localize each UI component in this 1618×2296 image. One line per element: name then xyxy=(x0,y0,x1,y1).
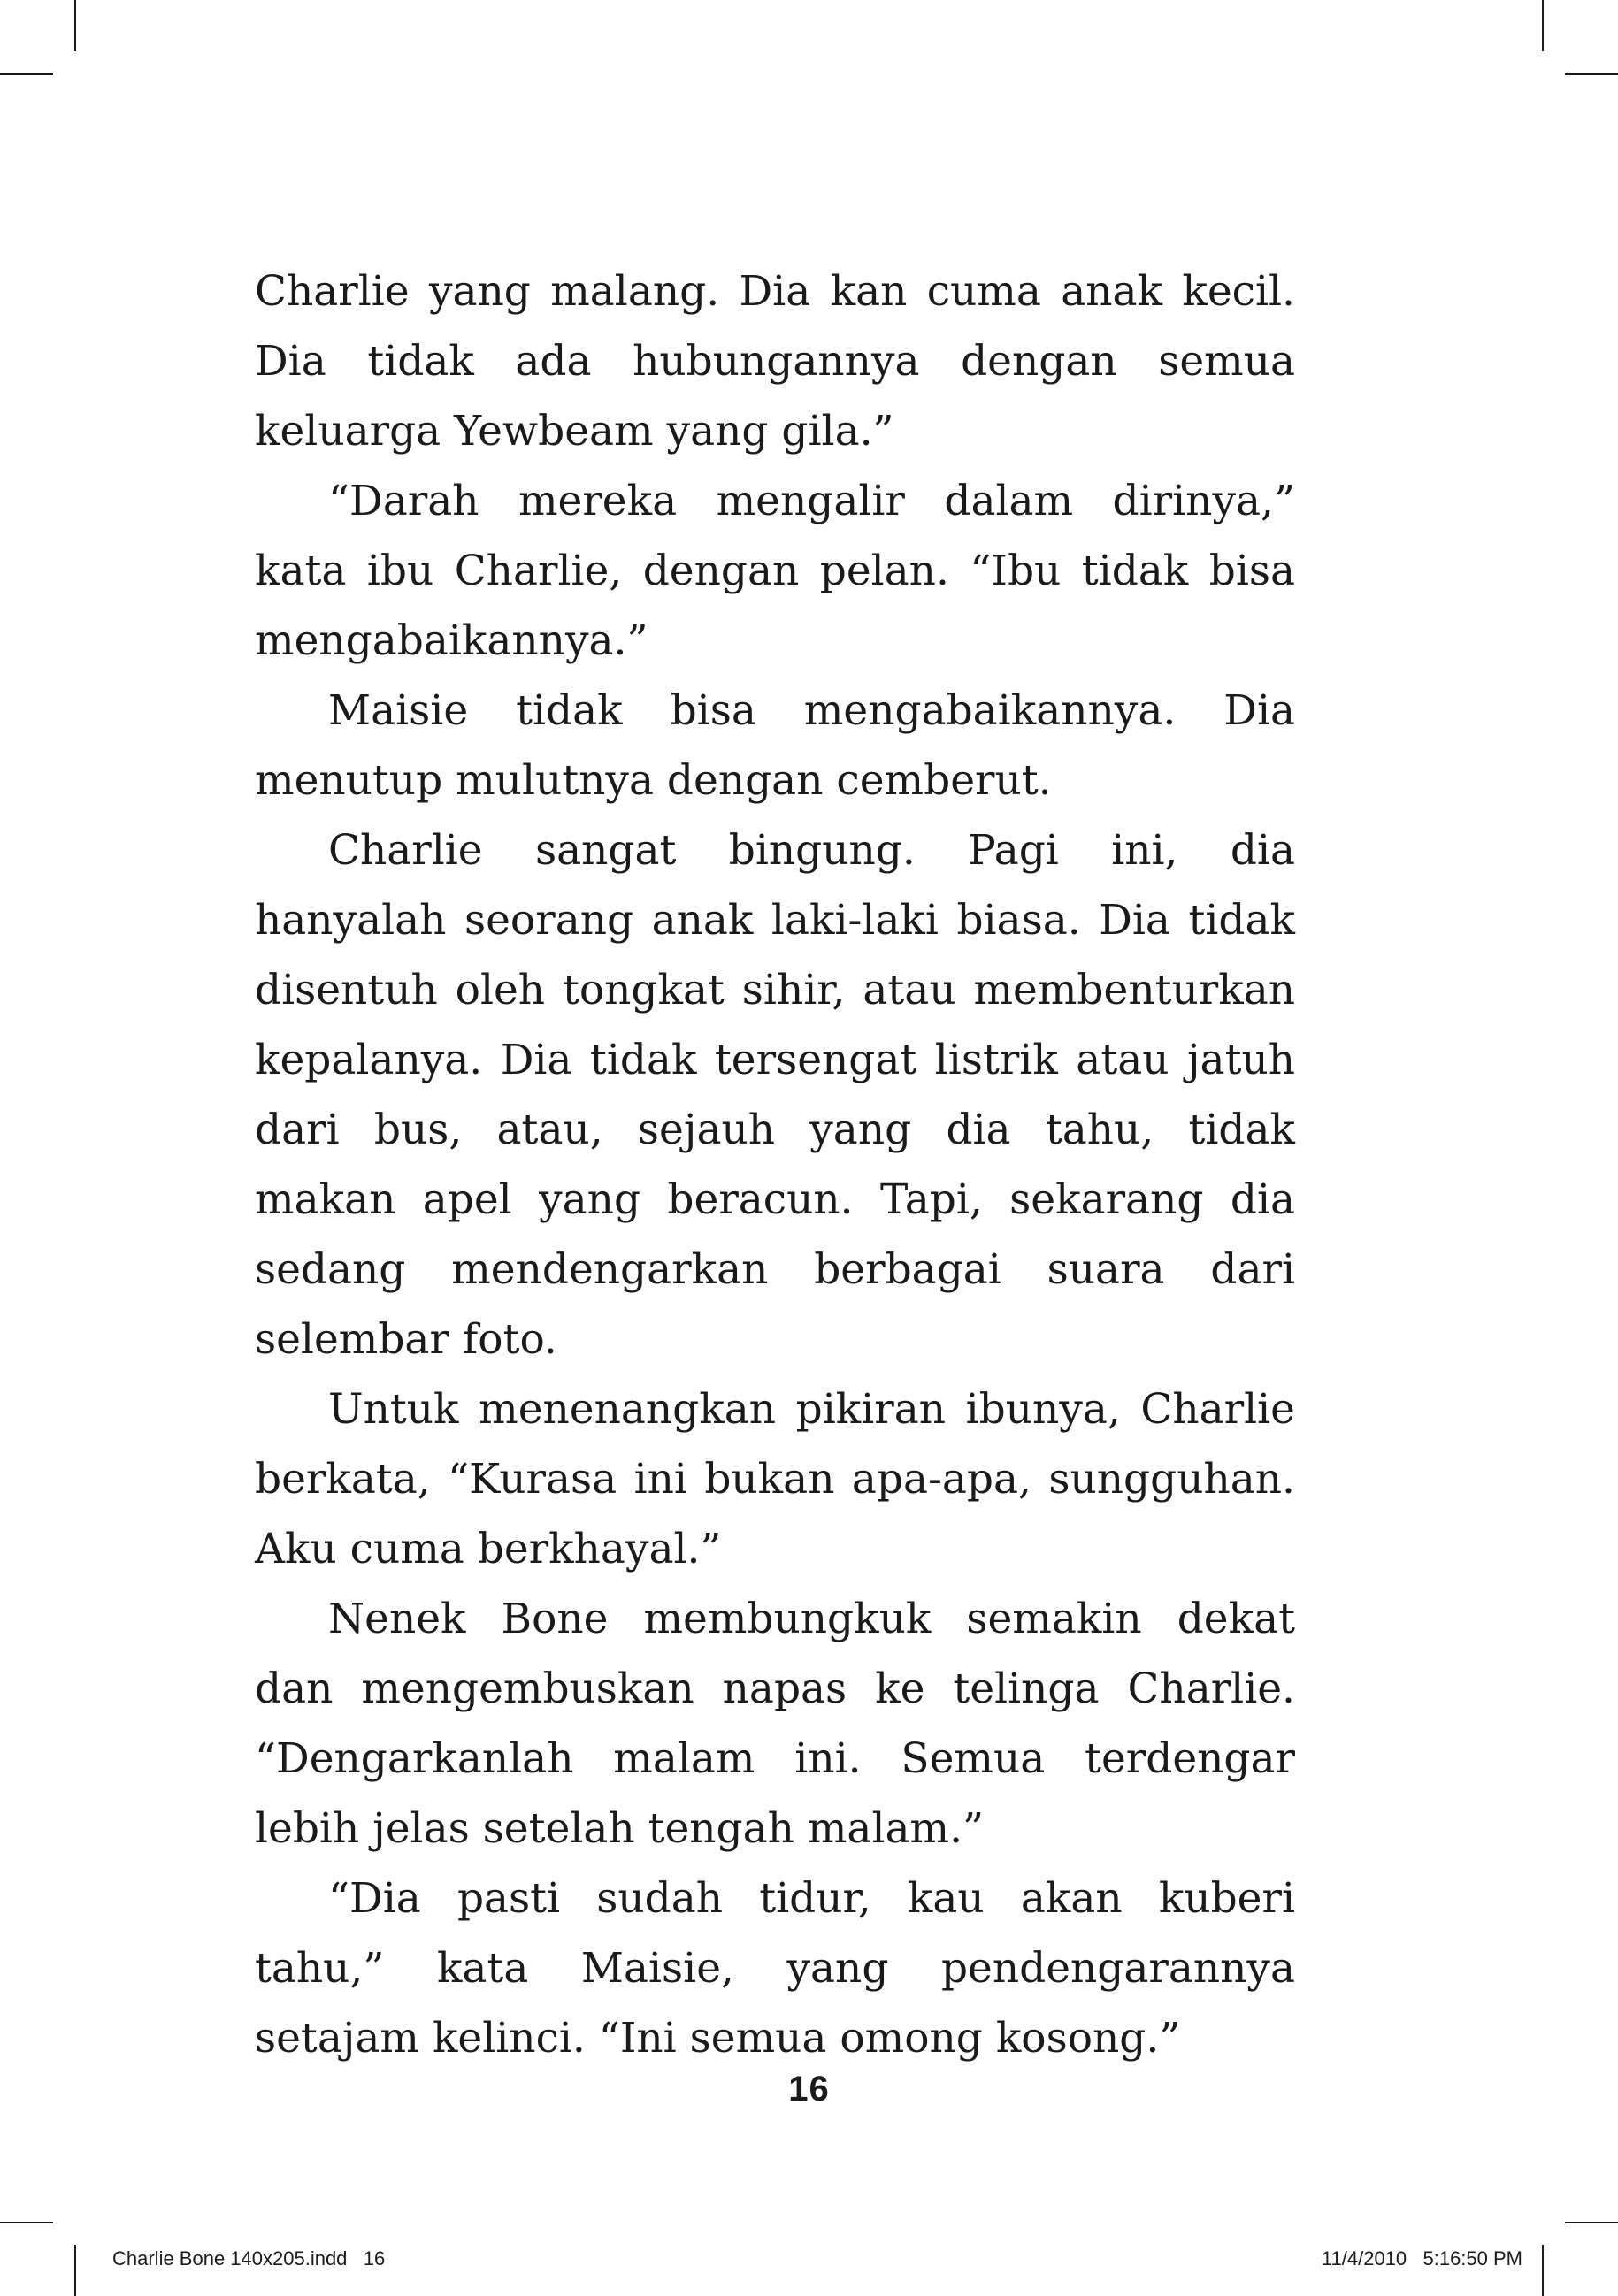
crop-mark-top-right-vertical xyxy=(1542,0,1544,51)
slug-datetime: 11/4/2010 5:16:50 PM xyxy=(1321,2247,1522,2269)
paragraph: “Dia pasti sudah tidur, kau akan kuberi tahu,” kata Maisie, yang pendengarannya setajam kelinci. “Ini semua omong kosong.” xyxy=(255,1874,1295,2063)
page-number: 16 xyxy=(788,2070,830,2108)
paragraph: Maisie tidak bisa mengabaikannya. Dia menutup mulutnya dengan cemberut. xyxy=(255,686,1295,805)
crop-mark-top-right-horizontal xyxy=(1565,73,1618,75)
body-text xyxy=(255,256,1295,2073)
crop-mark-top-left-vertical xyxy=(74,0,76,51)
crop-mark-bottom-right-vertical xyxy=(1542,2245,1544,2296)
crop-mark-top-left-horizontal xyxy=(0,73,53,75)
paragraph: Untuk menenangkan pikiran ibunya, Charlie berkata, “Kurasa ini bukan apa-apa, sungguhan. Aku cuma berkhayal.” xyxy=(255,1385,1295,1573)
paragraph: Nenek Bone membungkuk semakin dekat dan mengembuskan napas ke telinga Charlie. “Dengarkanlah malam ini. Semua terdengar lebih jelas setelah tengah malam.” xyxy=(255,1595,1295,1853)
paragraph: “Darah mereka mengalir dalam dirinya,” kata ibu Charlie, dengan pelan. “Ibu tidak bisa mengabaikannya.” xyxy=(255,477,1295,665)
crop-mark-bottom-left-vertical xyxy=(74,2245,76,2296)
crop-mark-bottom-left-horizontal xyxy=(0,2222,53,2223)
crop-mark-bottom-right-horizontal xyxy=(1565,2222,1618,2223)
slug-file-info: Charlie Bone 140x205.indd 16 xyxy=(112,2247,386,2269)
paragraph: Charlie sangat bingung. Pagi ini, dia hanyalah seorang anak laki-laki biasa. Dia tidak disentuh oleh tongkat sihir, atau membenturkan kepalanya. Dia tidak tersengat listrik atau jatuh dari bus, atau, sejauh yang dia tahu, tidak makan apel yang beracun. Tapi, sekarang dia sedang mendengarkan berbagai suara dari selembar foto. xyxy=(255,826,1295,1364)
paragraph: Charlie yang malang. Dia kan cuma anak kecil. Dia tidak ada hubungannya dengan semua keluarga Yewbeam yang gila.” xyxy=(255,267,1295,455)
